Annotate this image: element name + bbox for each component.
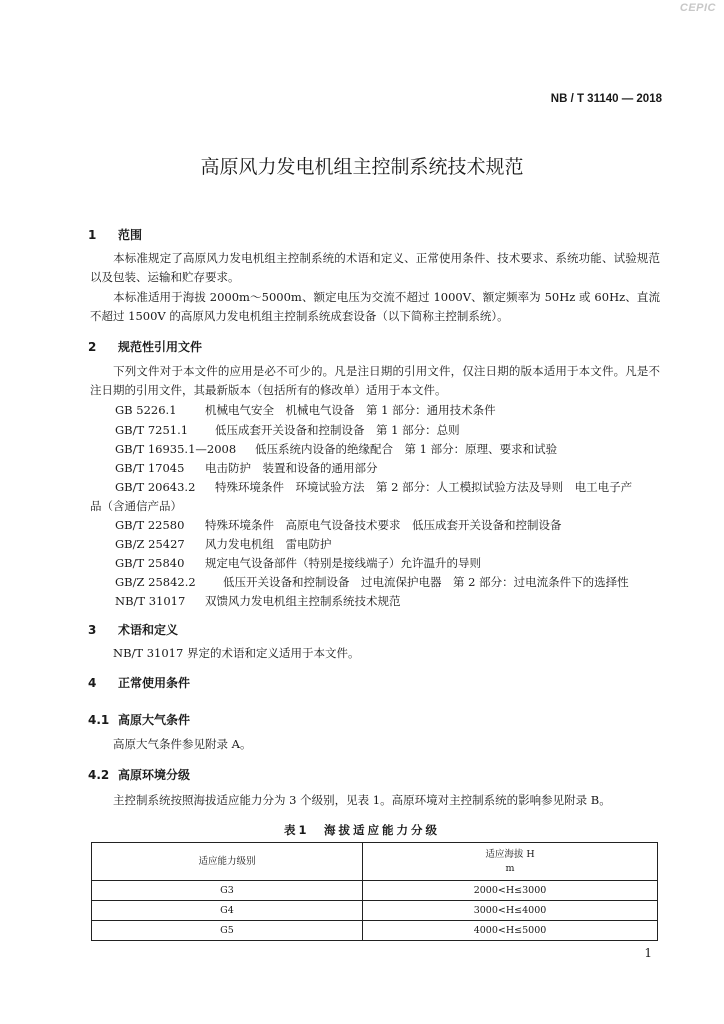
- reference-item: [115, 402, 496, 418]
- paragraph-scope-1: 本标准规定了高原风力发电机组主控制系统的术语和定义、正常使用条件、技术要求、系统功能、试验规范以及包装、运输和贮存要求。: [90, 251, 660, 284]
- reference-item: [115, 460, 378, 476]
- paragraph-refs-intro: 下列文件对于本文件的应用是必不可少的。凡是注日期的引用文件，仅注日期的版本适用于本文件。凡是不注日期的引用文件，其最新版本（包括所有的修改单）适用于本文件。: [90, 364, 660, 397]
- table-row: [92, 901, 658, 921]
- paragraph-terms: NB/T 31017 界定的术语和定义适用于本文件。: [113, 646, 360, 660]
- table-cell: G4: [92, 901, 363, 921]
- section-heading-3: [88, 621, 178, 638]
- reference-code: GB/T 25840: [115, 556, 185, 570]
- reference-title: 低压开关设备和控制设备 过电流保护电器 第 2 部分：过电流条件下的选择性: [223, 575, 629, 589]
- table-cell: G5: [92, 921, 363, 941]
- paragraph-environment: 主控制系统按照海拔适应能力分为 3 个级别，见表 1。高原环境对主控制系统的影响参见附录 B。: [113, 793, 611, 807]
- reference-code: GB 5226.1: [115, 403, 177, 417]
- reference-title: 风力发电机组 雷电防护: [205, 537, 332, 551]
- reference-title: 机械电气安全 机械电气设备 第 1 部分：通用技术条件: [205, 403, 496, 417]
- reference-title: 特殊环境条件 环境试验方法 第 2 部分：人工模拟试验方法及导则 电工电子产: [215, 480, 633, 494]
- section-number: 4.1: [88, 713, 110, 727]
- reference-item: [115, 536, 332, 552]
- table-cell: G3: [92, 881, 363, 901]
- reference-item: [115, 441, 557, 457]
- reference-title: 低压系统内设备的绝缘配合 第 1 部分：原理、要求和试验: [255, 442, 558, 456]
- section-number: 2: [88, 340, 97, 354]
- reference-title: 双馈风力发电机组主控制系统技术规范: [205, 594, 401, 608]
- reference-code: GB/T 16935.1—2008: [115, 442, 237, 456]
- page-title: 高原风力发电机组主控制系统技术规范: [200, 156, 524, 178]
- table-caption: 表1 海拔适应能力分级: [283, 823, 440, 837]
- table-header-row: [92, 843, 658, 881]
- reference-code: GB/T 22580: [115, 518, 185, 532]
- page-number: 1: [644, 946, 652, 960]
- header-line: 适应海拔 H: [485, 848, 535, 860]
- section-title: 高原环境分级: [118, 768, 191, 782]
- reference-code: GB/Z 25427: [115, 537, 185, 551]
- watermark: CEPIC: [679, 2, 716, 14]
- reference-code: GB/Z 25842.2: [115, 575, 196, 589]
- table-cell: 4000<H≤5000: [363, 921, 658, 941]
- paragraph-atmosphere: 高原大气条件参见附录 A。: [113, 737, 252, 751]
- section-title: 高原大气条件: [118, 713, 191, 727]
- reference-code: GB/T 7251.1: [115, 423, 189, 437]
- reference-code: GB/T 20643.2: [115, 480, 196, 494]
- section-title: 正常使用条件: [118, 676, 191, 690]
- section-heading-4: [88, 674, 190, 691]
- altitude-table: [91, 842, 658, 941]
- reference-title: 电击防护 装置和设备的通用部分: [205, 461, 378, 475]
- table-header-cell: 适应能力级别: [92, 843, 363, 881]
- section-title: 术语和定义: [118, 623, 179, 637]
- table-cell: 2000<H≤3000: [363, 881, 658, 901]
- section-heading-4-1: [88, 711, 190, 728]
- section-number: 3: [88, 623, 97, 637]
- section-heading-2: [88, 338, 202, 355]
- reference-title: 特殊环境条件 高原电气设备技术要求 低压成套开关设备和控制设备: [205, 518, 562, 532]
- table-row: [92, 921, 658, 941]
- section-heading-4-2: [88, 766, 190, 783]
- section-number: 4: [88, 676, 97, 690]
- table-header-cell: [363, 843, 658, 881]
- reference-item-continuation: 品（含通信产品）: [90, 499, 182, 513]
- reference-item: [115, 593, 401, 609]
- section-title: 规范性引用文件: [118, 340, 203, 354]
- reference-item: [115, 574, 629, 590]
- header-unit: m: [505, 862, 515, 874]
- table-row: [92, 881, 658, 901]
- reference-code: GB/T 17045: [115, 461, 185, 475]
- reference-item: [115, 555, 481, 571]
- reference-item: [115, 479, 632, 495]
- reference-title: 低压成套开关设备和控制设备 第 1 部分：总则: [215, 423, 460, 437]
- table-cell: 3000<H≤4000: [363, 901, 658, 921]
- section-heading-1: [88, 226, 142, 243]
- section-title: 范围: [118, 228, 143, 242]
- doc-number: NB / T 31140 — 2018: [550, 93, 662, 105]
- reference-title: 规定电气设备部件（特别是接线端子）允许温升的导则: [205, 556, 481, 570]
- reference-item: [115, 422, 460, 438]
- reference-code: NB/T 31017: [115, 594, 186, 608]
- section-number: 1: [88, 228, 97, 242]
- section-number: 4.2: [88, 768, 110, 782]
- paragraph-scope-2: 本标准适用于海拔 2000m～5000m、额定电压为交流不超过 1000V、额定频率为 50Hz 或 60Hz、直流不超过 1500V 的高原风力发电机组主控制系统成套设备（以下简称主控制系统）。: [90, 290, 660, 323]
- reference-item: [115, 517, 562, 533]
